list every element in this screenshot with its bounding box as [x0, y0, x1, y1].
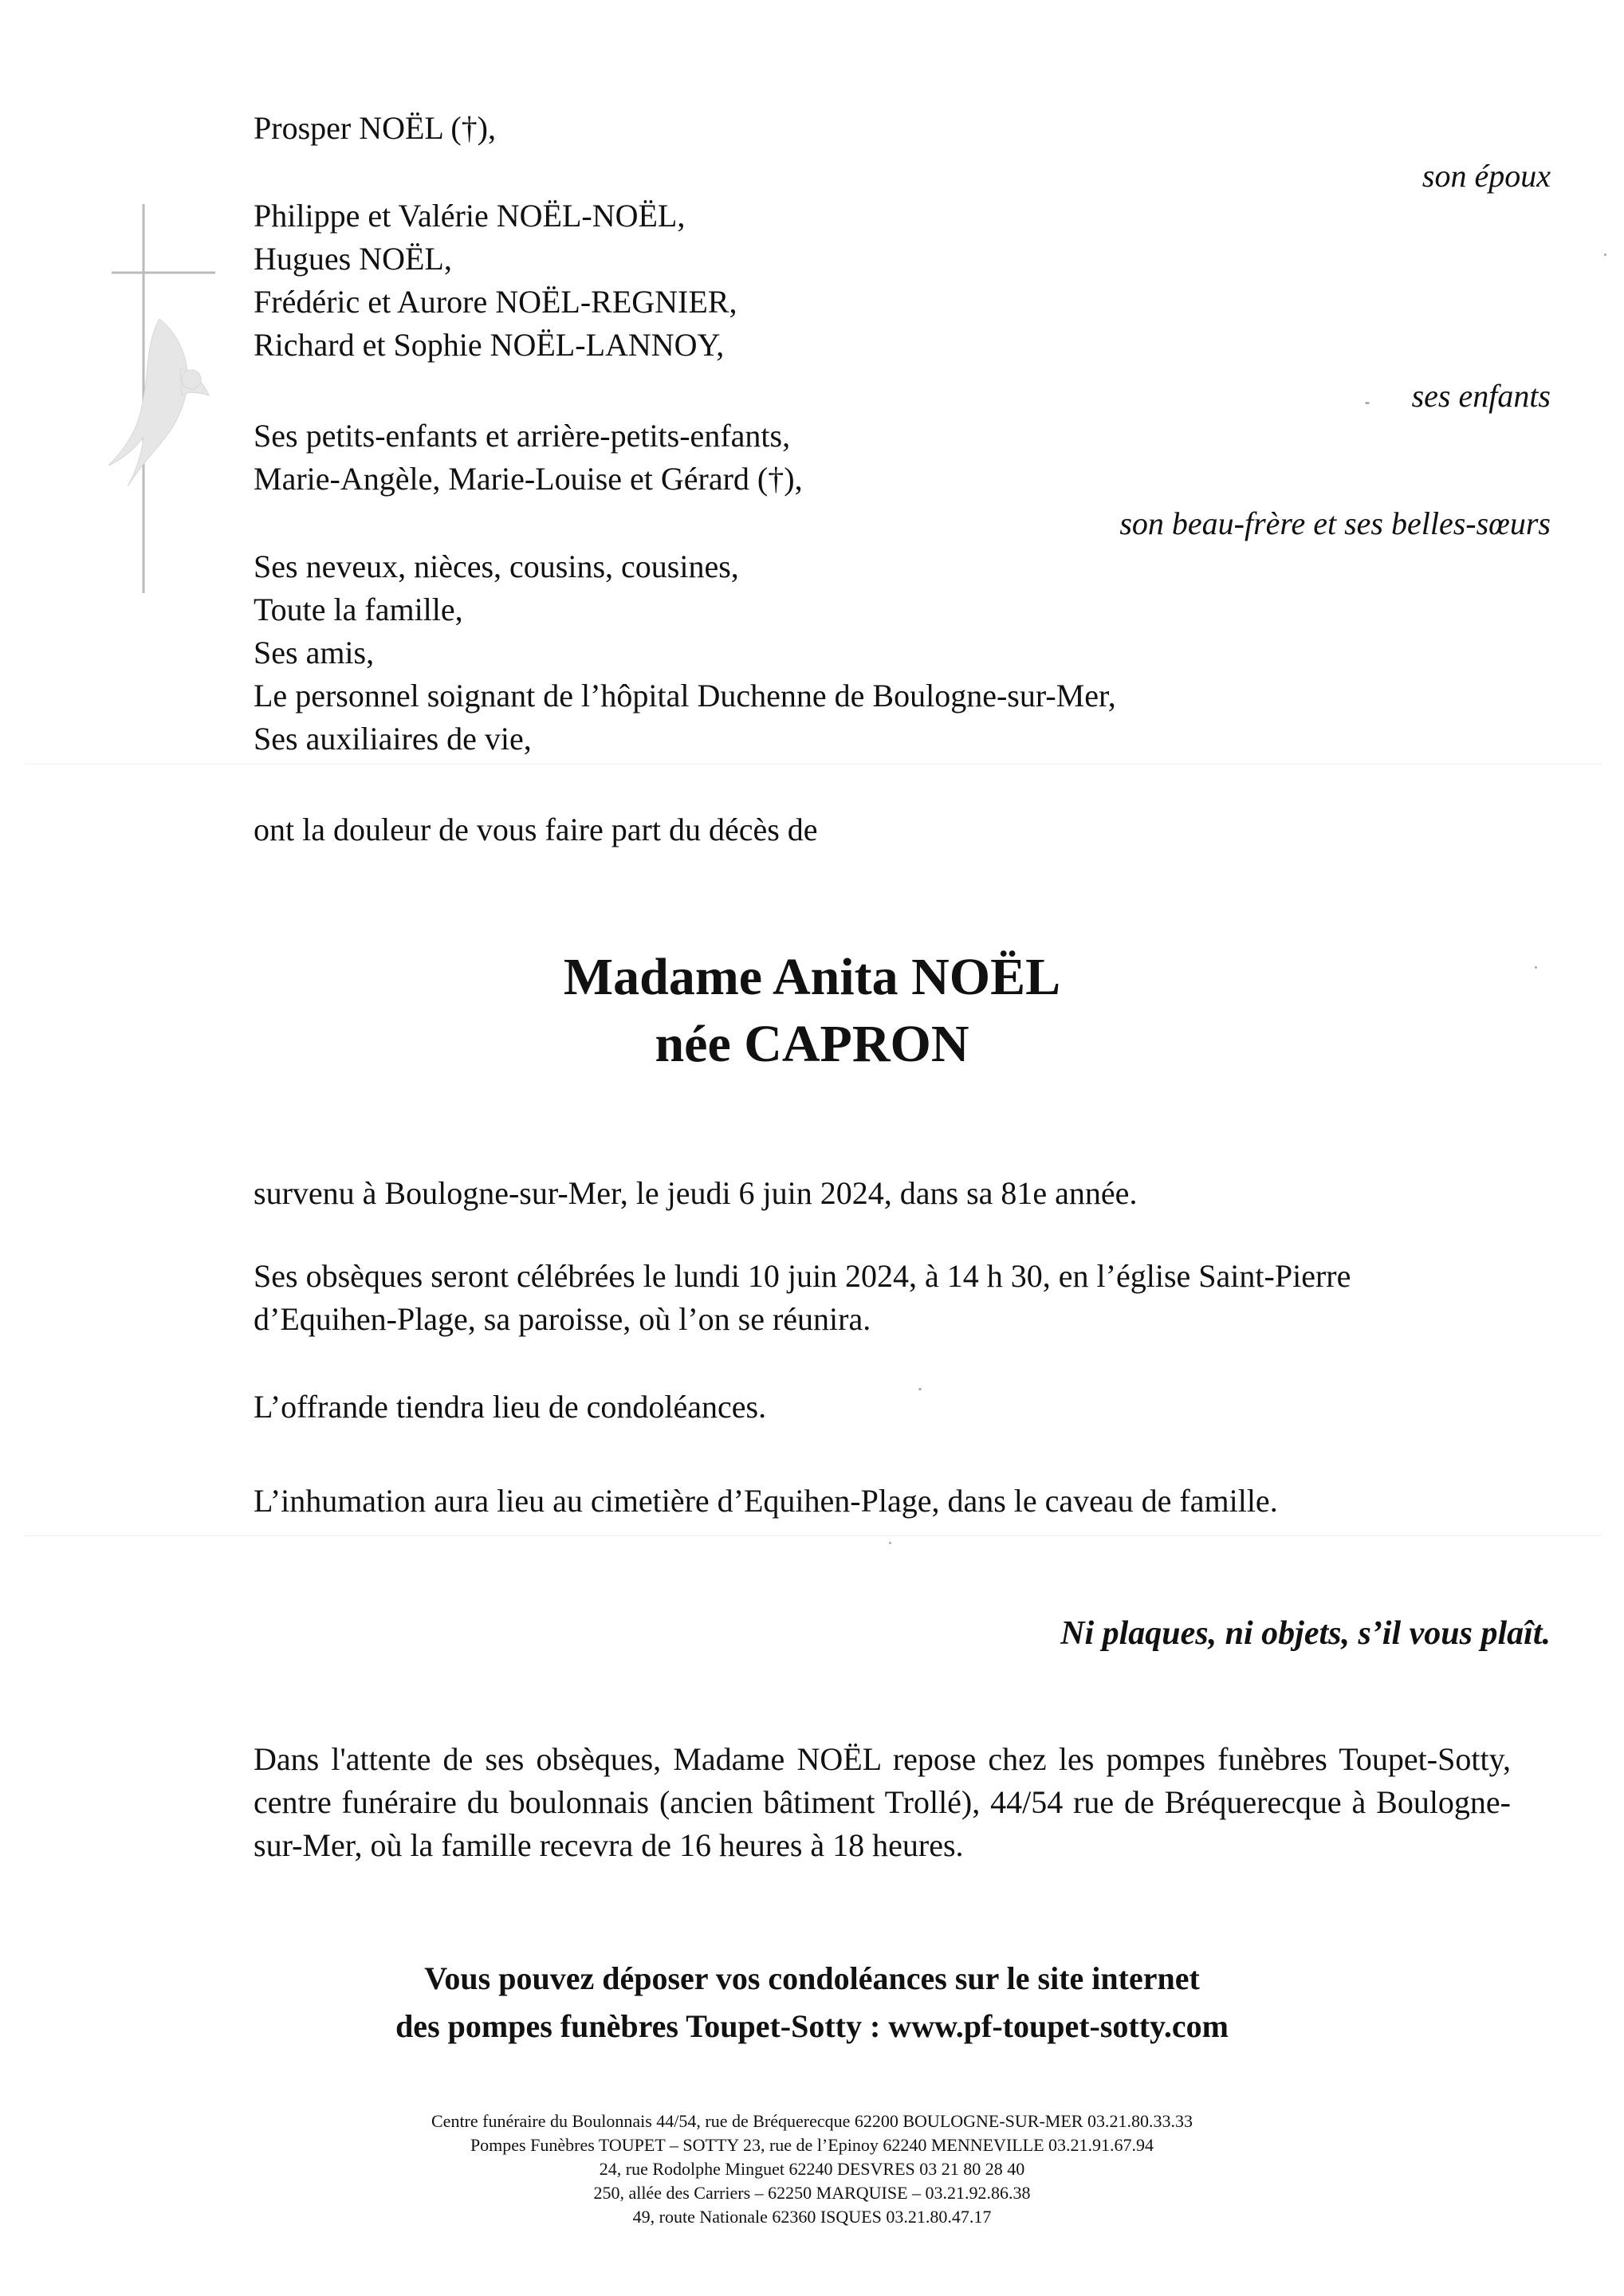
in-laws-role: son beau-frère et ses belles-sœurs [1119, 505, 1551, 541]
funeral-line-2: d’Equihen-Plage, sa paroisse, où l’on se réunira. [254, 1301, 871, 1337]
spouse-line: Prosper NOËL (†), [254, 110, 497, 146]
divider [24, 1535, 1602, 1536]
footer-line: 49, route Nationale 62360 ISQUES 03.21.80.47.17 [632, 2207, 992, 2227]
scan-speck [1604, 254, 1606, 256]
scan-speck [1535, 966, 1537, 969]
child-line: Richard et Sophie NOËL-LANNOY, [254, 327, 725, 363]
scan-speck [918, 1388, 922, 1390]
deceased-name: Madame Anita NOËL [563, 948, 1061, 1006]
child-line: Frédéric et Aurore NOËL-REGNIER, [254, 284, 737, 320]
relative-line: Ses amis, [254, 635, 375, 670]
dove-icon [108, 319, 209, 486]
relative-line: Ses auxiliaires de vie, [254, 721, 532, 757]
relative-line: Le personnel soignant de l’hôpital Duchenne de Boulogne-sur-Mer, [254, 678, 1116, 714]
footer-line: Centre funéraire du Boulonnais 44/54, rue de Bréquerecque 62200 BOULOGNE-SUR-MER 03.21.80.33.33 [431, 2111, 1193, 2131]
spouse-role: son époux [1421, 158, 1551, 194]
condolences-line-1: Vous pouvez déposer vos condoléances sur le site internet [424, 1960, 1200, 1996]
footer-line: 24, rue Rodolphe Minguet 62240 DESVRES 03 21 80 28 40 [599, 2159, 1025, 2179]
grandchildren-line: Ses petits-enfants et arrière-petits-enfants, [254, 418, 791, 454]
scan-speck [889, 1542, 891, 1544]
scan-speck [1365, 402, 1370, 404]
death-details: survenu à Boulogne-sur-Mer, le jeudi 6 juin 2024, dans sa 81e année. [254, 1175, 1138, 1211]
relative-line: Ses neveux, nièces, cousins, cousines, [254, 548, 739, 584]
rest-place-paragraph: Dans l'attente de ses obsèques, Madame NOËL repose chez les pompes funèbres Toupet-Sotty, centre funéraire du boulonnais (ancien bâtiment Trollé), 44/54 rue de Bréquerecque à Boulogne-sur-Mer, où la famille recevra de 16 heures à 18 heures. [254, 1741, 1511, 1863]
burial-line: L’inhumation aura lieu au cimetière d’Equihen-Plage, dans le caveau de famille. [254, 1483, 1278, 1519]
child-line: Hugues NOËL, [254, 241, 452, 277]
no-flowers-note: Ni plaques, ni objets, s’il vous plaît. [1060, 1615, 1551, 1652]
offering-line: L’offrande tiendra lieu de condoléances. [254, 1389, 767, 1425]
relative-line: Toute la famille, [254, 592, 463, 627]
children-role: ses enfants [1411, 378, 1551, 414]
condolences-line-2: des pompes funèbres Toupet-Sotty : www.pf-toupet-sotty.com [395, 2008, 1229, 2044]
cross-dove-emblem [104, 199, 231, 598]
announcement-line: ont la douleur de vous faire part du décès de [254, 812, 818, 847]
footer-line: 250, allée des Carriers – 62250 MARQUISE – 03.21.92.86.38 [593, 2183, 1031, 2203]
footer-line: Pompes Funèbres TOUPET – SOTTY 23, rue de l’Epinoy 62240 MENNEVILLE 03.21.91.67.94 [470, 2135, 1154, 2155]
deceased-maiden-name: née CAPRON [655, 1015, 969, 1073]
in-laws-line: Marie-Angèle, Marie-Louise et Gérard (†), [254, 461, 803, 497]
child-line: Philippe et Valérie NOËL-NOËL, [254, 198, 686, 234]
divider [24, 764, 1602, 765]
funeral-line-1: Ses obsèques seront célébrées le lundi 10 juin 2024, à 14 h 30, en l’église Saint-Pierre [254, 1258, 1351, 1294]
